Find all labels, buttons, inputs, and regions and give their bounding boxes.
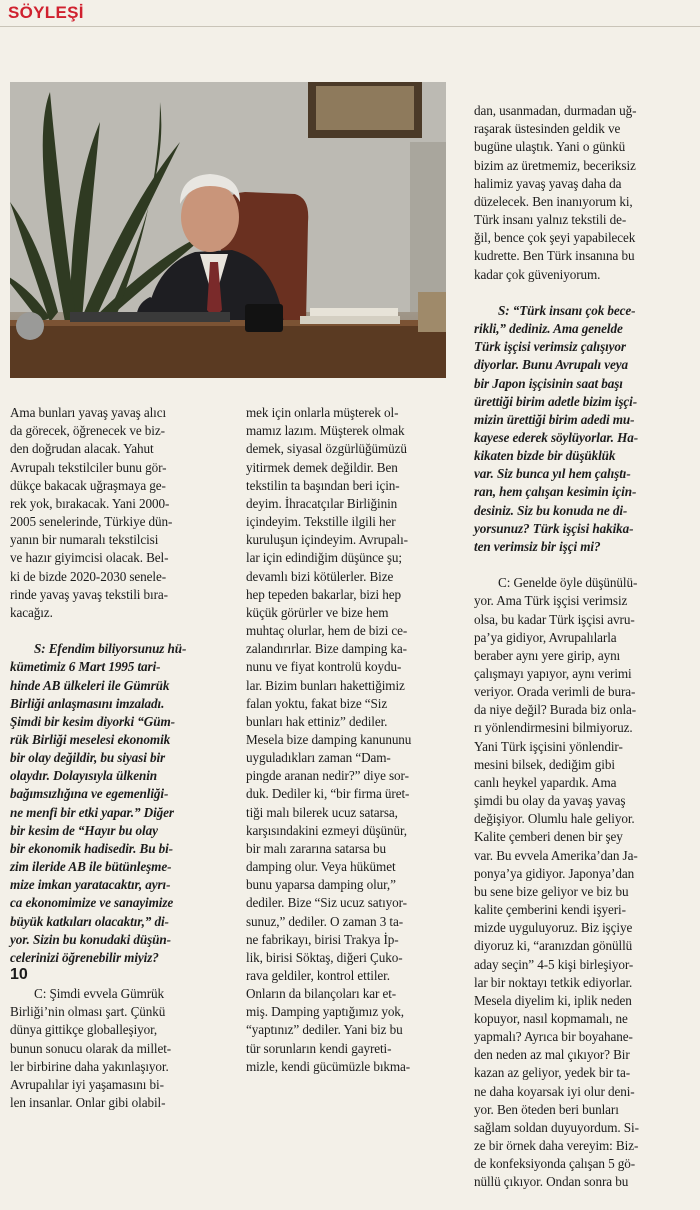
- paragraph: Ama bunları yavaş yavaş alıcı da görecek, öğrenecek ve biz- den doğrudan alacak. Yahut Avrupalı tekstilciler bunu gör- dükçe bakacak uğraşmaya ge- rek yok, bırakacak. Yani 2000- 2005 senelerinde, Türkiye dün- yanın bir numaralı tekstilcisi ve hazır giyimcisi olacak. Bel- ki de bizde 2020-2030 senele- rinde yavaş yavaş tekstili bıra- kacağız.: [10, 405, 173, 620]
- portrait-photo-icon: [10, 82, 446, 378]
- answer-paragraph: C: Şimdi evvela Gümrük Birliği’nin olması şart. Çünkü dünya gittikçe globalleşiyor, bunun sonucu olarak da millet- ler birbirine daha yakınlaşıyor. Avrupalılar iyi yaşamasını bi- len insanlar. Onlar gibi olabil-: [10, 986, 172, 1111]
- answer-paragraph: C: Genelde öyle düşünülü- yor. Ama Türk işçisi verimsiz olsa, bu kadar Türk işçisi avru- pa’ya gidiyor, Avrupalılarla beraber aynı yere girip, aynı çalışmayı yapıyor, aynı verimi veriyor. Orada verimli de bura- da niye değil? Burada biz onla- rı yönlendirmesini bilmiyoruz. Yani Türk işçisini yönlendir- mesini bilsek, dediğim gibi canlı heykel yapardık. Ama şimdi bu olay da yavaş yavaş değişiyor. Olumlu hale geliyor. Kalite çemberi denen bir şey var. Bu evvela Amerika’dan Ja- ponya’ya gidiyor. Japonya’dan bu sene bize geliyor ve biz bu kalite çemberini kendi işyeri- mizde uyguluyoruz. Biz işçiye diyoruz ki, “aranızdan gönüllü aday seçin” 4-5 kişi birleşiyor- lar bir noktayı tetkik ediyorlar. Mesela diyelim ki, iplik neden kopuyor, nasıl kopmamalı, ne yapmalı? Ayrıca bir boyahane- den neden az mal çıkıyor? Bir kazan az geliyor, yedek bir ta- ne daha koyarsak iyi olur deni- yor. Ben öteden beri bunları sağlam soldan duyuyordum. Si- ze bir örnek daha vereyim: Biz- de konfeksiyonda çalışan 5 gö- nüllü çıkıyor. Ondan sonra bu: [474, 575, 639, 1190]
- section-title: SÖYLEŞİ: [8, 3, 84, 22]
- question-paragraph: S: Efendim biliyorsunuz hü- kümetimiz 6 Mart 1995 tari- hinde AB ülkeleri ile Gümrük Birliği anlaşmasını imzaladı. Şimdi bir kesim diyorki “Güm- rük Birliği meselesi ekonomik bir olay değildir, bu siyasi bir olaydır. Dolayısıyla ülkenin bağımsızlığına ve egemenliği- ne menfi bir etki yapar.” Diğer bir kesim de “Hayır bu olay bir ekonomik hadisedir. Bu bi- zim ileride AB ile bütünleşme- mize imkan yaratacaktır, ayrı- ca ekonomimize ve sanayimize büyük katkıları olacaktır,” di- yor. Sizin bu konudaki düşün- celerinizi öğrenebilir miyiz?: [10, 641, 187, 965]
- paragraph: dan, usanmadan, durmadan uğ- raşarak üstesinden geldik ve bugüne ulaştık. Yani o günkü bizim az üretmemiz, beceriksiz halimiz yavaş yavaş daha da düzelecek. Ben inanıyorum ki, Türk insanı yalnız tekstili de- ğil, bence çok şeyi yapabilecek kudrette. Ben Türk insanına bu kadar çok güveniyorum.: [474, 103, 637, 282]
- paragraph: mek için onlarla müşterek ol- mamız lazım. Müşterek olmak demek, siyasal özgürlüğümüzü yitirmek demek değildir. Ben tekstilin ta başından beri için- deyim. İhracatçılar Birliğinin içindeyim. Tekstille ilgili her kuruluşun içindeyim. Avrupalı- lar için edindiğim düşünce şu; devamlı bizi kötülerler. Bize hep tepeden bakarlar, bizi hep küçük görürler ve bize hem muhtaç olurlar, hem de bizi ce- zalandırırlar. Bize damping ka- nunu ve fiyat kontrolü koydu- lar. Bizim bunları hakettiğimiz falan yoktu, fakat bize “Siz bunları hak ettiniz” dediler. Mesela bize damping kanununu uyguladıkları zaman “Dam- pingde aranan nedir?” diye sor- duk. Dediler ki, “bir firma üret- tiği malı bilerek ucuz satarsa, karşısındakini ezmeyi düşünür, bir malı zararına satarsa bu damping olur. Veya hükümet bunu yaparsa damping olur,” dediler. Bize “Siz ucuz satıyor- sunuz,” dediler. O zaman 3 ta- ne fabrikayı, birisi Trakya İp- lik, birisi Söktaş, diğeri Çuko- rava geldiler, kontrol ettiler. Onların da bilançoları kar et- miş. Damping yaptığımız yok, “yaptınız” dediler. Yani biz bu tür sorunların kendi gayreti- mizle, kendi gücümüzle bıkma-: [246, 405, 412, 1074]
- article-column-1: [10, 386, 234, 1130]
- interview-photo: [10, 82, 446, 378]
- article-column-3: [474, 84, 694, 1210]
- header-rule: [0, 26, 700, 27]
- question-paragraph: S: “Türk insanı çok bece- rikli,” dediniz. Ama genelde Türk işçisi verimsiz çalışıyor diyorlar. Bunu Avrupalı veya bir Japon işçisinin saat başı ürettiği birim adetle bizim işçi- mizin ürettiği birim adedi mu- kayese ederek söylüyorlar. Ha- kikaten bizde bir düşüklük var. Siz bunca yıl hem çalıştı- ran, hem çalışan kesimin için- desiniz. Siz bu konuda ne di- yorsunuz? Türk işçisi hakika- ten verimsiz bir işçi mi?: [474, 302, 639, 554]
- page-number: 10: [10, 966, 28, 983]
